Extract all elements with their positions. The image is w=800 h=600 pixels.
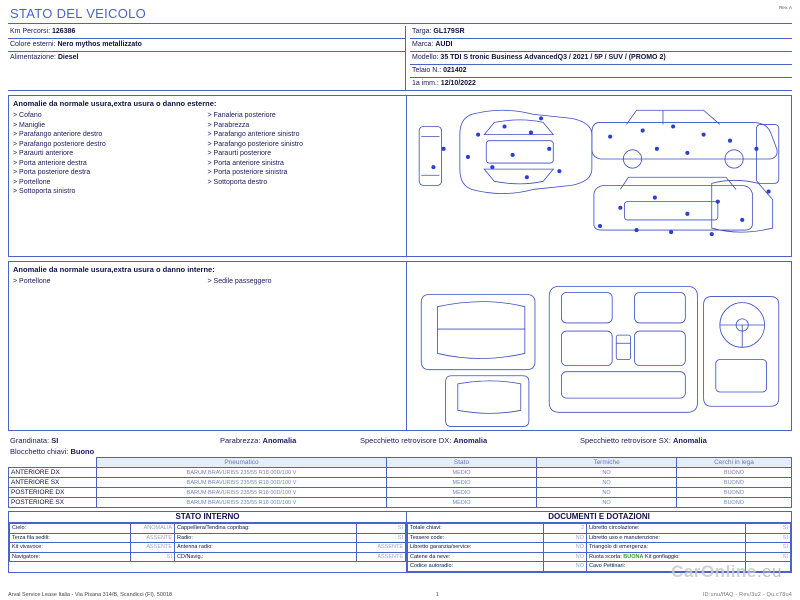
internal-anomalies-col1 bbox=[13, 277, 208, 287]
field-label bbox=[587, 552, 746, 562]
info-label: Km Percorsi: bbox=[10, 28, 51, 35]
field-value: SI bbox=[356, 533, 406, 543]
info-row bbox=[410, 78, 792, 90]
tyre-rim: BUONO bbox=[677, 498, 792, 508]
list-item: > Parafango anteriore sinistro bbox=[207, 131, 300, 138]
external-anomalies-title: Anomalie da normale usura,extra usura o danno esterne: bbox=[13, 99, 217, 108]
field-label: Cavo Pettinari: bbox=[587, 562, 746, 572]
list-item: > Fanaleria posteriore bbox=[207, 112, 276, 119]
table-row bbox=[10, 543, 406, 553]
info-row bbox=[8, 39, 405, 52]
ruota-scorta-label: Ruota scorta: bbox=[589, 553, 622, 560]
status-label: Grandinata: bbox=[10, 436, 50, 445]
tyre-rim: BUONO bbox=[677, 468, 792, 478]
internal-anomalies-section bbox=[8, 261, 792, 431]
exterior-diagram-svg bbox=[407, 96, 791, 259]
info-value: GL179SR bbox=[433, 28, 465, 35]
info-value: 35 TDI S tronic Business AdvancedQ3 / 2021 / 5P / SUV / (PROMO 2) bbox=[440, 54, 666, 61]
col-header-termiche: Termiche bbox=[537, 458, 677, 468]
tyre-model: BARUM BRAVURI5S 235/55 R18 00D/100 V bbox=[97, 488, 387, 498]
field-label: Catene da neve: bbox=[408, 552, 544, 562]
field-value: NO bbox=[543, 562, 586, 572]
external-anomalies-col2 bbox=[208, 111, 403, 197]
status-label: Specchietto retrovisore DX: bbox=[360, 436, 452, 445]
external-anomalies-section bbox=[8, 95, 792, 257]
field-label: Tessere code: bbox=[408, 533, 544, 543]
info-row bbox=[410, 65, 792, 78]
tyre-position: ANTERIORE DX bbox=[9, 468, 97, 478]
revision-label: Rev. A bbox=[779, 5, 792, 10]
external-anomalies-col1 bbox=[13, 111, 208, 197]
status-summary-2 bbox=[8, 446, 792, 457]
info-label: 1a imm.: bbox=[412, 80, 439, 87]
status-summary bbox=[8, 435, 792, 446]
field-label: Totale chiavi: bbox=[408, 524, 544, 534]
table-row bbox=[9, 488, 792, 498]
tyre-position: ANTERIORE SX bbox=[9, 478, 97, 488]
field-value: ASSENTE bbox=[131, 543, 175, 553]
info-label: Telaio N.: bbox=[412, 67, 442, 74]
list-item: > Cofano bbox=[13, 112, 42, 119]
status-value: Anomalia bbox=[453, 436, 488, 445]
field-value: ASSENTE bbox=[356, 543, 406, 553]
field-label: Kit vivavoce: bbox=[10, 543, 131, 553]
table-row bbox=[408, 524, 791, 534]
footer-company: Arval Service Lease Italia - Via Pisana 314/B, Scandicci (FI), 50018 bbox=[8, 592, 173, 598]
info-label: Modello: bbox=[412, 54, 439, 61]
tyre-state: MEDIO bbox=[387, 488, 537, 498]
field-label: Terza fila sedili: bbox=[10, 533, 131, 543]
table-row bbox=[10, 552, 406, 562]
tyre-model: BARUM BRAVURI5S 235/55 R18 00D/100 V bbox=[97, 498, 387, 508]
internal-anomalies-title: Anomalie da normale usura,extra usura o danno interne: bbox=[13, 265, 215, 274]
kit-gonfiaggio-label: Kit gonfiaggio: bbox=[644, 553, 680, 560]
field-label: Codice autoradio: bbox=[408, 562, 544, 572]
documenti-title: DOCUMENTI E DOTAZIONI bbox=[407, 512, 791, 523]
status-mirror-sx bbox=[580, 436, 790, 445]
list-item: > Porta posteriore sinistra bbox=[207, 169, 288, 176]
field-label: Navigatore: bbox=[10, 552, 131, 562]
interior-diagram-svg bbox=[407, 262, 791, 433]
external-anomalies-list bbox=[9, 96, 407, 256]
field-value: ANOMALIA bbox=[131, 524, 175, 534]
list-item: > Sottoporta sinistro bbox=[13, 188, 76, 195]
footer-doc-id: ID:unu/ffAQ - Rev/3u2 - Qu.c78u4 bbox=[702, 592, 792, 598]
field-label: Triangolo di emergenza: bbox=[587, 543, 746, 553]
table-row bbox=[10, 524, 406, 534]
info-value: Diesel bbox=[57, 54, 79, 61]
field-label: Libretto circolazione: bbox=[587, 524, 746, 534]
vehicle-info bbox=[8, 26, 792, 91]
tyre-thermal: NO bbox=[537, 468, 677, 478]
status-label: Specchietto retrovisore SX: bbox=[580, 436, 671, 445]
vehicle-info-right bbox=[406, 26, 792, 90]
tyre-state: MEDIO bbox=[387, 468, 537, 478]
list-item: > Portellone bbox=[13, 178, 51, 186]
field-value: SI bbox=[745, 543, 790, 553]
info-value: 021402 bbox=[443, 67, 467, 74]
field-value: NO bbox=[543, 543, 586, 553]
tyre-state: MEDIO bbox=[387, 478, 537, 488]
status-value: Anomalia bbox=[672, 436, 707, 445]
field-label: Libretto garanzia/service: bbox=[408, 543, 544, 553]
interior-damage-diagram bbox=[407, 262, 791, 430]
status-label: Parabrezza: bbox=[220, 436, 261, 445]
table-row bbox=[9, 468, 792, 478]
field-label: CD/Navig.: bbox=[175, 552, 357, 562]
field-value: ASSENTE bbox=[356, 552, 406, 562]
list-item: > Sottoporta destro bbox=[207, 178, 268, 186]
table-row bbox=[408, 552, 791, 562]
internal-anomalies-list bbox=[9, 262, 407, 430]
status-value: Buono bbox=[70, 447, 95, 456]
list-item: > Parafango anteriore destro bbox=[13, 131, 103, 138]
field-label: Cappelliera/Tendina copribag: bbox=[175, 524, 357, 534]
list-item: > Portellone bbox=[13, 278, 51, 285]
tyre-position: POSTERIORE SX bbox=[9, 498, 97, 508]
field-value: 2 bbox=[543, 524, 586, 534]
field-value: SI bbox=[745, 533, 790, 543]
watermark bbox=[671, 562, 782, 582]
field-label: Radio: bbox=[175, 533, 357, 543]
tyre-rim: BUONO bbox=[677, 488, 792, 498]
col-header-stato: Stato bbox=[387, 458, 537, 468]
table-row bbox=[408, 533, 791, 543]
tyre-rim: BUONO bbox=[677, 478, 792, 488]
col-header-cerchi: Cerchi in lega bbox=[677, 458, 792, 468]
info-row bbox=[8, 52, 405, 64]
vehicle-info-left bbox=[8, 26, 406, 90]
table-row bbox=[10, 533, 406, 543]
info-value: AUDI bbox=[435, 41, 453, 48]
field-value: SI bbox=[356, 524, 406, 534]
info-label: Alimentazione: bbox=[10, 54, 56, 61]
stato-interno-panel bbox=[8, 511, 406, 573]
field-value: NO bbox=[543, 533, 586, 543]
status-blocchetto-chiavi bbox=[10, 447, 220, 456]
list-item: > Parabrezza bbox=[207, 121, 250, 129]
table-row bbox=[9, 478, 792, 488]
info-label: Marca: bbox=[412, 41, 434, 48]
tyre-model: BARUM BRAVURI5S 235/55 R18 00D/100 V bbox=[97, 468, 387, 478]
status-value: SI bbox=[51, 436, 59, 445]
tyre-position: POSTERIORE DX bbox=[9, 488, 97, 498]
status-grandinata bbox=[10, 436, 220, 445]
ruota-scorta-value: BUONA bbox=[623, 553, 644, 560]
list-item: > Porta anteriore sinistra bbox=[207, 159, 284, 167]
internal-anomalies-col2 bbox=[208, 277, 403, 287]
tyre-thermal: NO bbox=[537, 478, 677, 488]
tyre-thermal: NO bbox=[537, 498, 677, 508]
watermark-text: CarOnline bbox=[671, 562, 757, 581]
footer-page-number: 1 bbox=[435, 592, 439, 598]
watermark-suffix: .eu bbox=[756, 562, 782, 581]
list-item: > Paraurti anteriore bbox=[13, 150, 74, 157]
info-value: 12/10/2022 bbox=[440, 80, 476, 87]
col-header-pneumatico: Pneumatico bbox=[97, 458, 387, 468]
page-title: STATO DEL VEICOLO bbox=[10, 6, 147, 21]
list-item: > Porta posteriore destra bbox=[13, 169, 91, 176]
list-item: > Parafango posteriore sinistro bbox=[207, 140, 304, 148]
info-value: 126386 bbox=[52, 28, 76, 35]
status-parabrezza bbox=[220, 436, 360, 445]
info-row bbox=[8, 26, 405, 39]
stato-interno-table bbox=[9, 523, 406, 562]
tyre-model: BARUM BRAVURI5S 235/55 R18 00D/100 V bbox=[97, 478, 387, 488]
field-value: ASSENTE bbox=[131, 533, 175, 543]
tyres-table bbox=[8, 457, 792, 508]
field-label: Libretto uso e manutenzione: bbox=[587, 533, 746, 543]
list-item: > Parafango posteriore destro bbox=[13, 140, 106, 148]
list-item: > Maniglie bbox=[13, 121, 46, 129]
info-row bbox=[410, 52, 792, 65]
table-row bbox=[9, 498, 792, 508]
field-value: NO bbox=[543, 552, 586, 562]
info-value: Nero mythos metallizzato bbox=[57, 41, 142, 48]
list-item: > Paraurti posteriore bbox=[207, 150, 272, 157]
status-mirror-dx bbox=[360, 436, 580, 445]
page-footer bbox=[8, 592, 792, 598]
tyre-state: MEDIO bbox=[387, 498, 537, 508]
field-value: SI bbox=[745, 524, 790, 534]
stato-interno-title: STATO INTERNO bbox=[9, 512, 406, 523]
tyre-thermal: NO bbox=[537, 488, 677, 498]
info-row bbox=[410, 39, 792, 52]
exterior-damage-diagram bbox=[407, 96, 791, 256]
status-value: Anomalia bbox=[262, 436, 297, 445]
field-label: Cielo: bbox=[10, 524, 131, 534]
status-label: Blocchetto chiavi: bbox=[10, 447, 69, 456]
table-row bbox=[408, 543, 791, 553]
title-divider bbox=[8, 23, 792, 24]
table-header-row bbox=[9, 458, 792, 468]
info-label: Colore esterni: bbox=[10, 41, 56, 48]
field-value: SI bbox=[131, 552, 175, 562]
kit-gonfiaggio-value: SI bbox=[745, 552, 790, 562]
list-item: > Sedile passeggero bbox=[207, 278, 272, 285]
field-label: Antenna radio: bbox=[175, 543, 357, 553]
info-label: Targa: bbox=[412, 28, 432, 35]
info-row bbox=[410, 26, 792, 39]
list-item: > Porta anteriore destra bbox=[13, 159, 87, 167]
